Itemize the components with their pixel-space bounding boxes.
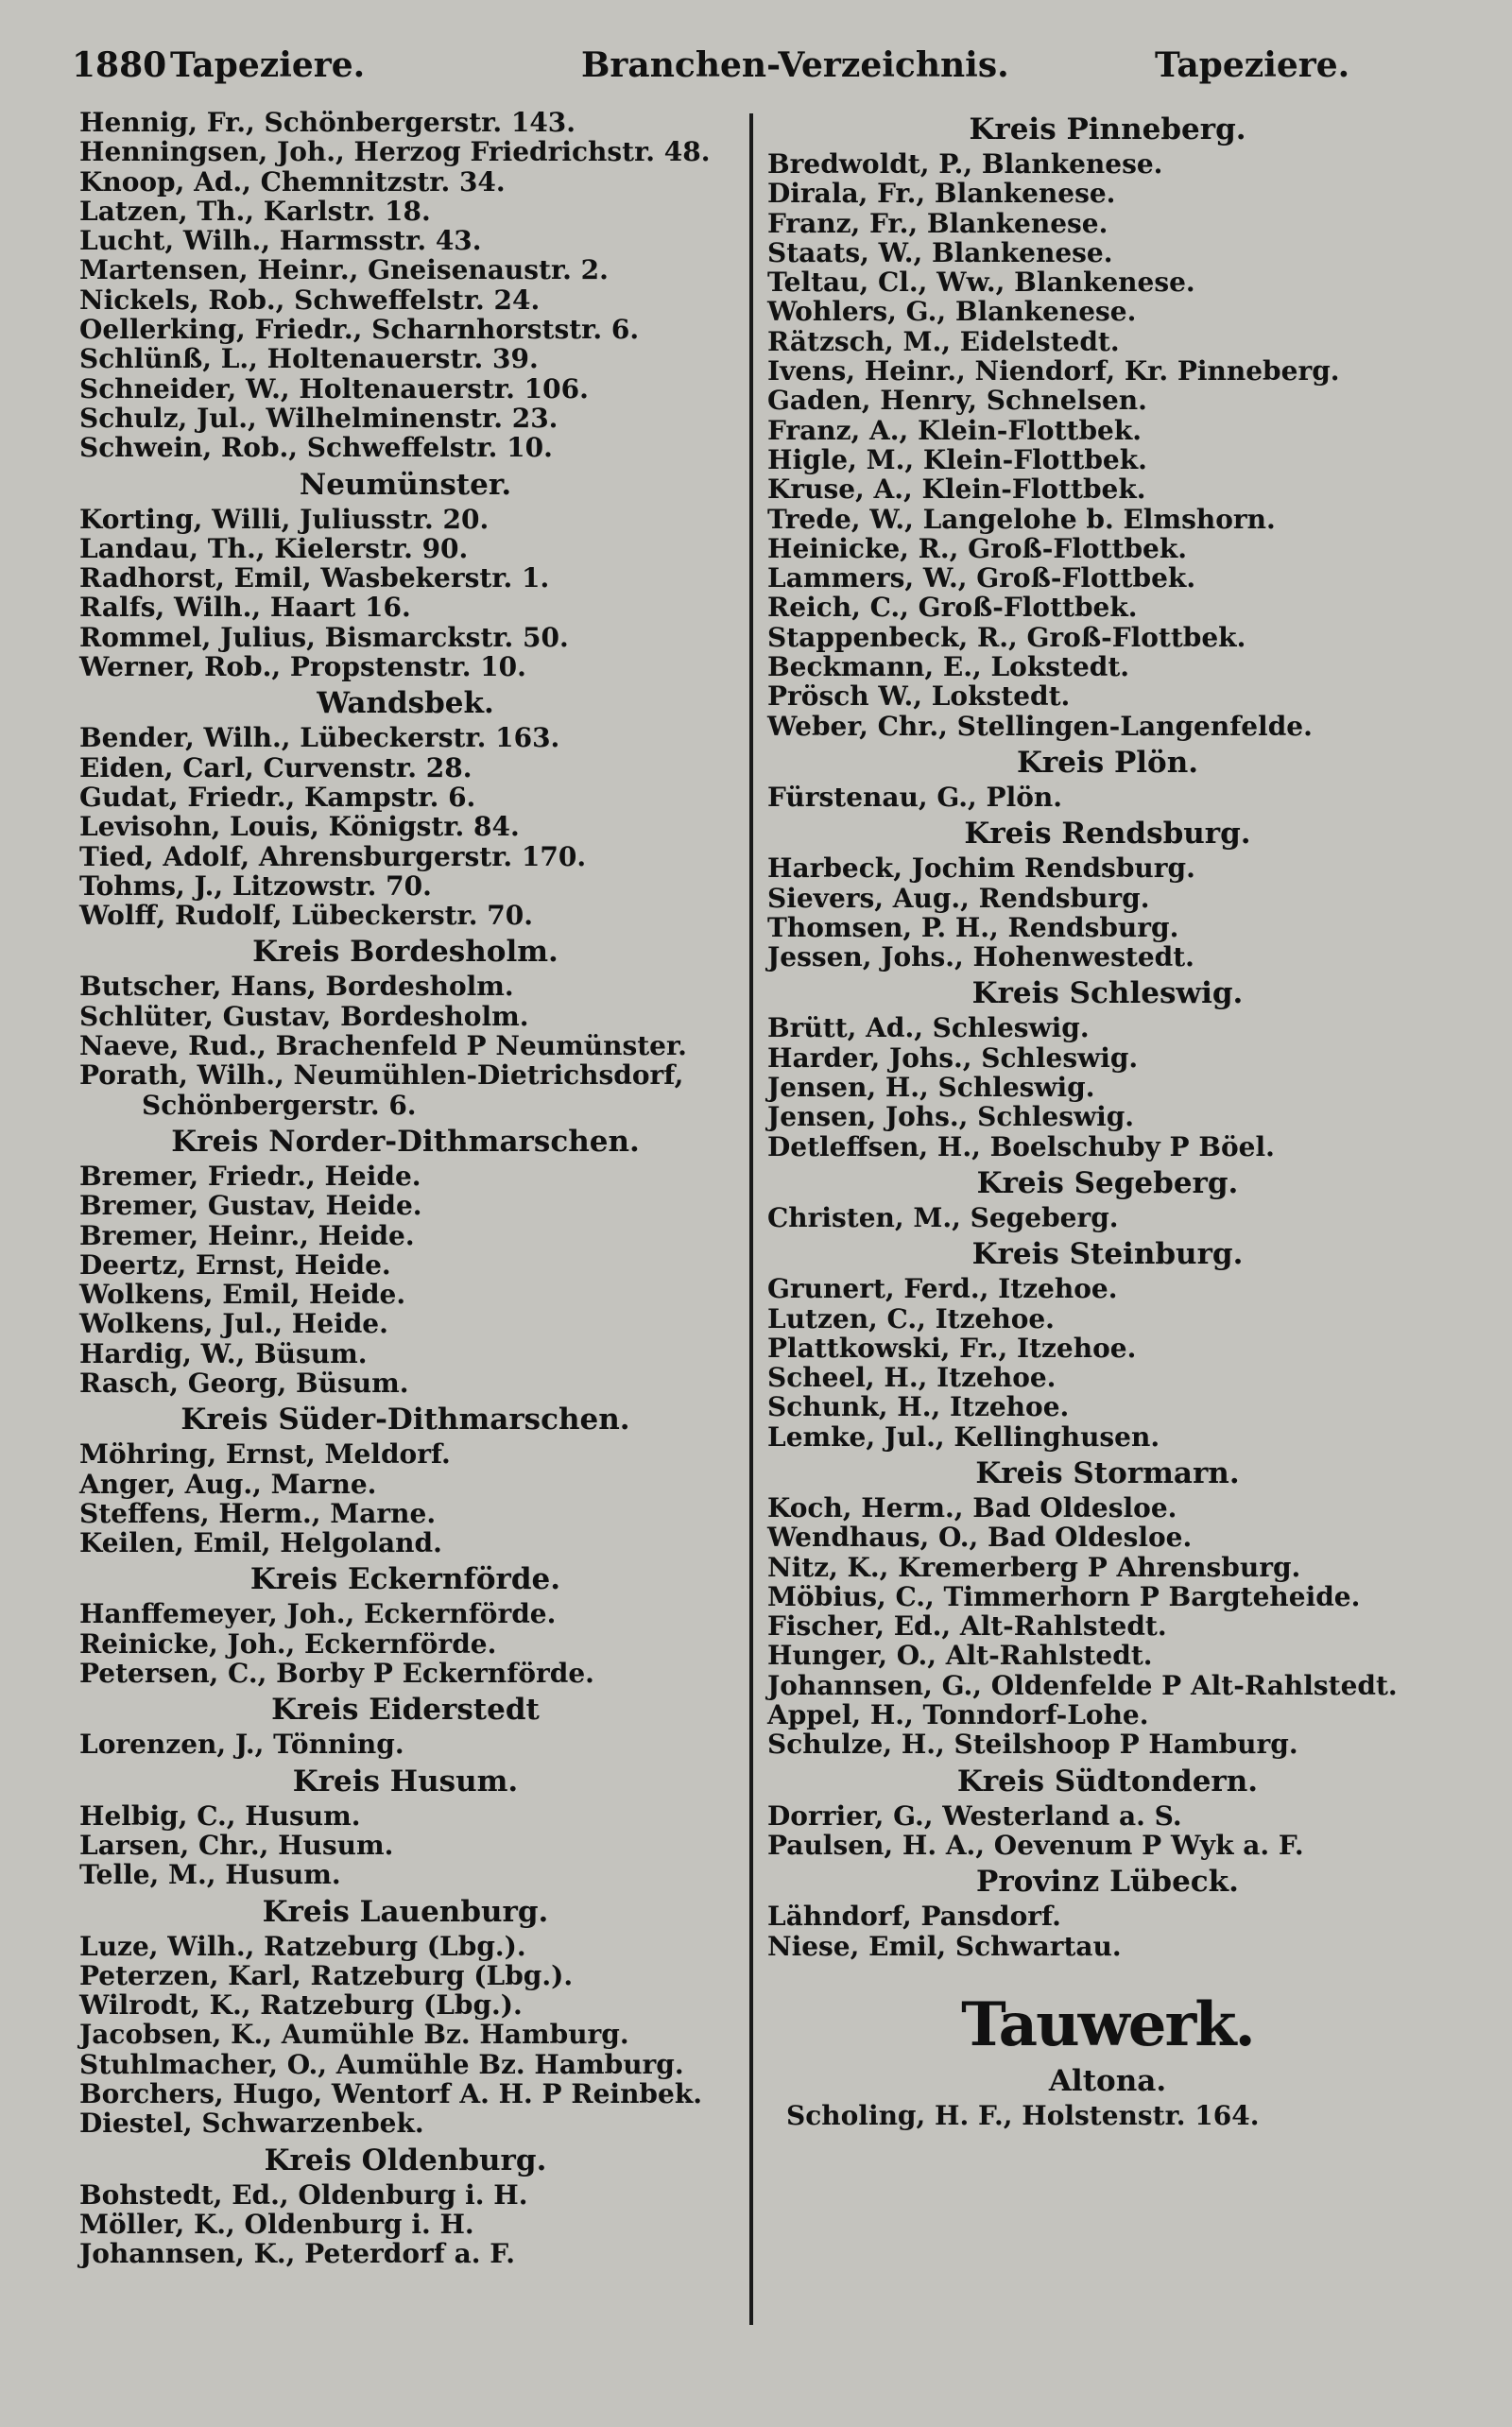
directory-entry: Reich, C., Groß-Flottbek. <box>767 592 1138 624</box>
right-column <box>767 108 1448 2130</box>
directory-section <box>767 814 1448 972</box>
directory-entry: Keilen, Emil, Helgoland. <box>79 1527 442 1559</box>
directory-section <box>79 1762 731 1890</box>
directory-entry: Luze, Wilh., Ratzeburg (Lbg.). <box>79 1930 526 1962</box>
directory-entry: Sievers, Aug., Rendsburg. <box>767 882 1150 914</box>
directory-entry: Schlünß, L., Holtenauerstr. 39. <box>79 343 539 375</box>
directory-section <box>767 743 1448 812</box>
directory-entry: Hennig, Fr., Schönbergerstr. 143. <box>79 107 576 138</box>
directory-entry: Deertz, Ernst, Heide. <box>79 1248 391 1281</box>
directory-entry: Levisohn, Louis, Königstr. 84. <box>79 811 520 843</box>
directory-entry: Beckmann, E., Lokstedt. <box>767 651 1130 683</box>
directory-entry: Peterzen, Karl, Ratzeburg (Lbg.). <box>79 1959 574 1991</box>
directory-section <box>767 1234 1448 1452</box>
directory-entry: Bremer, Friedr., Heide. <box>79 1160 421 1192</box>
section-heading: Kreis Süder-Dithmarschen. <box>180 1403 630 1437</box>
directory-entry: Schulze, H., Steilshoop P Hamburg. <box>767 1729 1298 1761</box>
directory-entry: Higle, M., Klein-Flottbek. <box>767 443 1147 475</box>
directory-entry: Hanffemeyer, Joh., Eckernförde. <box>79 1598 557 1630</box>
page-number: 1880 <box>72 45 167 85</box>
directory-entry: Wolff, Rudolf, Lübeckerstr. 70. <box>79 900 533 932</box>
directory-entry: Nickels, Rob., Schweffelstr. 24. <box>79 284 541 316</box>
directory-entry: Niese, Emil, Schwartau. <box>767 1930 1122 1962</box>
directory-entry: Heinicke, R., Groß-Flottbek. <box>767 532 1188 564</box>
directory-entry: Dirala, Fr., Blankenese. <box>767 178 1116 210</box>
directory-entry: Johannsen, K., Peterdorf a. F. <box>79 2238 516 2270</box>
directory-section <box>79 465 731 682</box>
section-heading: Kreis Husum. <box>292 1764 519 1799</box>
directory-entry: Schwein, Rob., Schweffelstr. 10. <box>79 432 553 464</box>
tauwerk-entry: Scholing, H. F., Holstenstr. 164. <box>786 2099 1260 2131</box>
directory-entry: Schlüter, Gustav, Bordesholm. <box>79 1000 529 1032</box>
directory-entry: Fürstenau, G., Plön. <box>767 781 1062 813</box>
directory-entry: Hardig, W., Büsum. <box>79 1337 368 1369</box>
directory-entry: Diestel, Schwarzenbek. <box>79 2108 424 2140</box>
directory-entry: Butscher, Hans, Bordesholm. <box>79 971 514 1003</box>
section-heading: Kreis Plön. <box>1016 745 1199 780</box>
directory-entry: Lucht, Wilh., Harmsstr. 43. <box>79 225 482 257</box>
directory-entry: Teltau, Cl., Ww., Blankenese. <box>767 267 1195 299</box>
directory-entry: Bender, Wilh., Lübeckerstr. 163. <box>79 722 560 754</box>
directory-entry: Appel, H., Tonndorf-Lohe. <box>767 1699 1149 1731</box>
directory-entry: Henningsen, Joh., Herzog Friedrichstr. 48. <box>79 136 711 168</box>
directory-section <box>767 1454 1448 1760</box>
directory-entry: Schunk, H., Itzehoe. <box>767 1391 1070 1423</box>
header-left-title: Tapeziere. <box>170 45 366 85</box>
directory-entry: Bredwoldt, P., Blankenese. <box>767 148 1163 180</box>
page-header <box>0 38 1512 95</box>
directory-entry: Lorenzen, J., Tönning. <box>79 1729 404 1761</box>
directory-entry: Larsen, Chr., Husum. <box>79 1829 394 1861</box>
directory-entry: Stappenbeck, R., Groß-Flottbek. <box>767 621 1246 653</box>
directory-entry: Hunger, O., Alt-Rahlstedt. <box>767 1640 1153 1672</box>
directory-entry: Ralfs, Wilh., Haart 16. <box>79 592 411 624</box>
header-center-title: Branchen-Verzeichnis. <box>581 45 1009 85</box>
directory-entry: Telle, M., Husum. <box>79 1859 341 1891</box>
directory-entry: Fischer, Ed., Alt-Rahlstedt. <box>767 1610 1167 1643</box>
directory-entry: Johannsen, G., Oldenfelde P Alt-Rahlstedt. <box>767 1669 1398 1701</box>
directory-section <box>79 1892 731 2139</box>
directory-entry: Rätzsch, M., Eidelstedt. <box>767 325 1120 357</box>
directory-entry: Jacobsen, K., Aumühle Bz. Hamburg. <box>79 2019 629 2051</box>
directory-entry: Steffens, Herm., Marne. <box>79 1497 437 1529</box>
tauwerk-subheading: Altona. <box>1048 2063 1167 2098</box>
column-divider <box>749 113 753 2325</box>
directory-entry: Martensen, Heinr., Gneisenaustr. 2. <box>79 254 609 286</box>
directory-entry: Kruse, A., Klein-Flottbek. <box>767 473 1146 506</box>
directory-entry: Möbius, C., Timmerhorn P Bargteheide. <box>767 1580 1361 1612</box>
directory-section <box>767 973 1448 1161</box>
section-heading: Neumünster. <box>299 467 512 502</box>
directory-entry: Lähndorf, Pansdorf. <box>767 1901 1061 1933</box>
directory-entry: Tied, Adolf, Ahrensburgerstr. 170. <box>79 840 587 872</box>
directory-entry: Latzen, Th., Karlstr. 18. <box>79 195 431 227</box>
directory-entry: Möhring, Ernst, Meldorf. <box>79 1438 451 1471</box>
directory-entry: Jessen, Johs., Hohenwestedt. <box>767 941 1194 973</box>
section-heading: Kreis Oldenburg. <box>264 2143 547 2177</box>
directory-section <box>767 110 1448 741</box>
directory-section <box>79 108 731 463</box>
directory-entry: Gaden, Henry, Schnelsen. <box>767 385 1147 417</box>
directory-entry: Landau, Th., Kielerstr. 90. <box>79 532 469 564</box>
directory-entry: Oellerking, Friedr., Scharnhorststr. 6. <box>79 314 640 346</box>
directory-section <box>79 1690 731 1759</box>
directory-entry: Franz, Fr., Blankenese. <box>767 207 1108 239</box>
directory-entry: Reinicke, Joh., Eckernförde. <box>79 1627 497 1660</box>
directory-entry: Wilrodt, K., Ratzeburg (Lbg.). <box>79 1989 523 2022</box>
directory-entry: Nitz, K., Kremerberg P Ahrensburg. <box>767 1551 1301 1583</box>
directory-entry: Brütt, Ad., Schleswig. <box>767 1012 1090 1044</box>
directory-section <box>767 1762 1448 1861</box>
section-heading: Wandsbek. <box>317 686 494 721</box>
directory-entry: Lutzen, C., Itzehoe. <box>767 1302 1055 1334</box>
directory-entry: Werner, Rob., Propstenstr. 10. <box>79 651 526 683</box>
section-heading: Kreis Eckernförde. <box>249 1562 561 1597</box>
directory-entry: Thomsen, P. H., Rendsburg. <box>767 911 1179 943</box>
directory-entry: Radhorst, Emil, Wasbekerstr. 1. <box>79 562 550 594</box>
directory-entry: Harder, Johs., Schleswig. <box>767 1041 1139 1074</box>
directory-entry: Naeve, Rud., Brachenfeld P Neumünster. <box>79 1030 687 1062</box>
header-right-title: Tapeziere. <box>1155 45 1350 85</box>
directory-entry: Lammers, W., Groß-Flottbek. <box>767 562 1196 594</box>
directory-entry: Harbeck, Jochim Rendsburg. <box>767 852 1195 885</box>
directory-entry: Wendhaus, O., Bad Oldesloe. <box>767 1522 1193 1554</box>
directory-entry: Franz, A., Klein-Flottbek. <box>767 414 1143 446</box>
directory-entry: Plattkowski, Fr., Itzehoe. <box>767 1332 1137 1364</box>
directory-entry: Bohstedt, Ed., Oldenburg i. H. <box>79 2178 528 2211</box>
directory-entry: Korting, Willi, Juliusstr. 20. <box>79 503 490 535</box>
directory-entry: Schneider, W., Holtenauerstr. 106. <box>79 372 589 404</box>
section-heading: Kreis Südtondern. <box>956 1764 1259 1799</box>
directory-entry: Lemke, Jul., Kellinghusen. <box>767 1420 1160 1453</box>
directory-section <box>79 2141 731 2269</box>
section-heading: Kreis Steinburg. <box>971 1237 1244 1272</box>
section-heading: Kreis Lauenburg. <box>262 1894 549 1929</box>
directory-entry: Knoop, Ad., Chemnitzstr. 34. <box>79 165 506 198</box>
directory-section <box>79 683 731 930</box>
section-heading: Kreis Bordesholm. <box>252 935 558 970</box>
directory-entry: Bremer, Heinr., Heide. <box>79 1219 415 1251</box>
tauwerk-title: Tauwerk. <box>961 1988 1254 2060</box>
directory-section <box>79 932 731 1119</box>
directory-entry: Ivens, Heinr., Niendorf, Kr. Pinneberg. <box>767 355 1340 387</box>
directory-section <box>79 1559 731 1688</box>
directory-entry: Schönbergerstr. 6. <box>142 1089 417 1121</box>
directory-entry: Staats, W., Blankenese. <box>767 236 1113 268</box>
directory-entry: Porath, Wilh., Neumühlen-Dietrichsdorf, <box>79 1059 684 1092</box>
directory-entry: Eiden, Carl, Curvenstr. 28. <box>79 751 472 783</box>
directory-section <box>767 1163 1448 1232</box>
left-column <box>79 108 731 2269</box>
directory-entry: Scheel, H., Itzehoe. <box>767 1362 1057 1394</box>
directory-entry: Schulz, Jul., Wilhelminenstr. 23. <box>79 402 558 434</box>
directory-section <box>79 1400 731 1558</box>
directory-entry: Prösch W., Lokstedt. <box>767 680 1071 713</box>
directory-section <box>767 1862 1448 1961</box>
directory-entry: Helbig, C., Husum. <box>79 1799 361 1832</box>
directory-entry: Bremer, Gustav, Heide. <box>79 1190 422 1222</box>
directory-section <box>79 1122 731 1398</box>
directory-entry: Möller, K., Oldenburg i. H. <box>79 2208 474 2240</box>
directory-entry: Jensen, Johs., Schleswig. <box>767 1101 1135 1133</box>
directory-entry: Weber, Chr., Stellingen-Langenfelde. <box>767 710 1313 742</box>
directory-entry: Wolkens, Jul., Heide. <box>79 1308 388 1340</box>
directory-entry: Anger, Aug., Marne. <box>79 1468 377 1500</box>
directory-entry: Detleffsen, H., Boelschuby P Böel. <box>767 1130 1275 1162</box>
directory-entry: Christen, M., Segeberg. <box>767 1201 1119 1233</box>
section-heading: Kreis Eiderstedt <box>271 1693 540 1728</box>
directory-entry: Paulsen, H. A., Oevenum P Wyk a. F. <box>767 1829 1304 1861</box>
directory-entry: Koch, Herm., Bad Oldesloe. <box>767 1491 1177 1523</box>
directory-entry: Jensen, H., Schleswig. <box>767 1072 1095 1104</box>
directory-entry: Stuhlmacher, O., Aumühle Bz. Hamburg. <box>79 2048 684 2080</box>
directory-entry: Dorrier, G., Westerland a. S. <box>767 1799 1182 1832</box>
section-heading: Kreis Pinneberg. <box>969 112 1246 146</box>
directory-entry: Trede, W., Langelohe b. Elmshorn. <box>767 503 1276 535</box>
section-heading: Kreis Norder-Dithmarschen. <box>171 1124 640 1159</box>
section-heading: Provinz Lübeck. <box>976 1865 1239 1900</box>
section-heading: Kreis Segeberg. <box>976 1165 1239 1200</box>
directory-entry: Rasch, Georg, Büsum. <box>79 1367 409 1399</box>
section-heading: Kreis Stormarn. <box>975 1455 1240 1490</box>
directory-entry: Gudat, Friedr., Kampstr. 6. <box>79 781 476 813</box>
section-heading: Kreis Schleswig. <box>971 976 1244 1011</box>
directory-entry: Grunert, Ferd., Itzehoe. <box>767 1273 1118 1305</box>
section-heading: Kreis Rendsburg. <box>964 817 1251 852</box>
directory-entry: Tohms, J., Litzowstr. 70. <box>79 869 432 902</box>
directory-entry: Borchers, Hugo, Wentorf A. H. P Reinbek. <box>79 2078 702 2110</box>
right-sections <box>767 110 1448 1961</box>
directory-entry: Rommel, Julius, Bismarckstr. 50. <box>79 621 569 653</box>
directory-entry: Wohlers, G., Blankenese. <box>767 296 1137 328</box>
directory-entry: Petersen, C., Borby P Eckernförde. <box>79 1658 594 1690</box>
directory-entry: Wolkens, Emil, Heide. <box>79 1279 406 1311</box>
